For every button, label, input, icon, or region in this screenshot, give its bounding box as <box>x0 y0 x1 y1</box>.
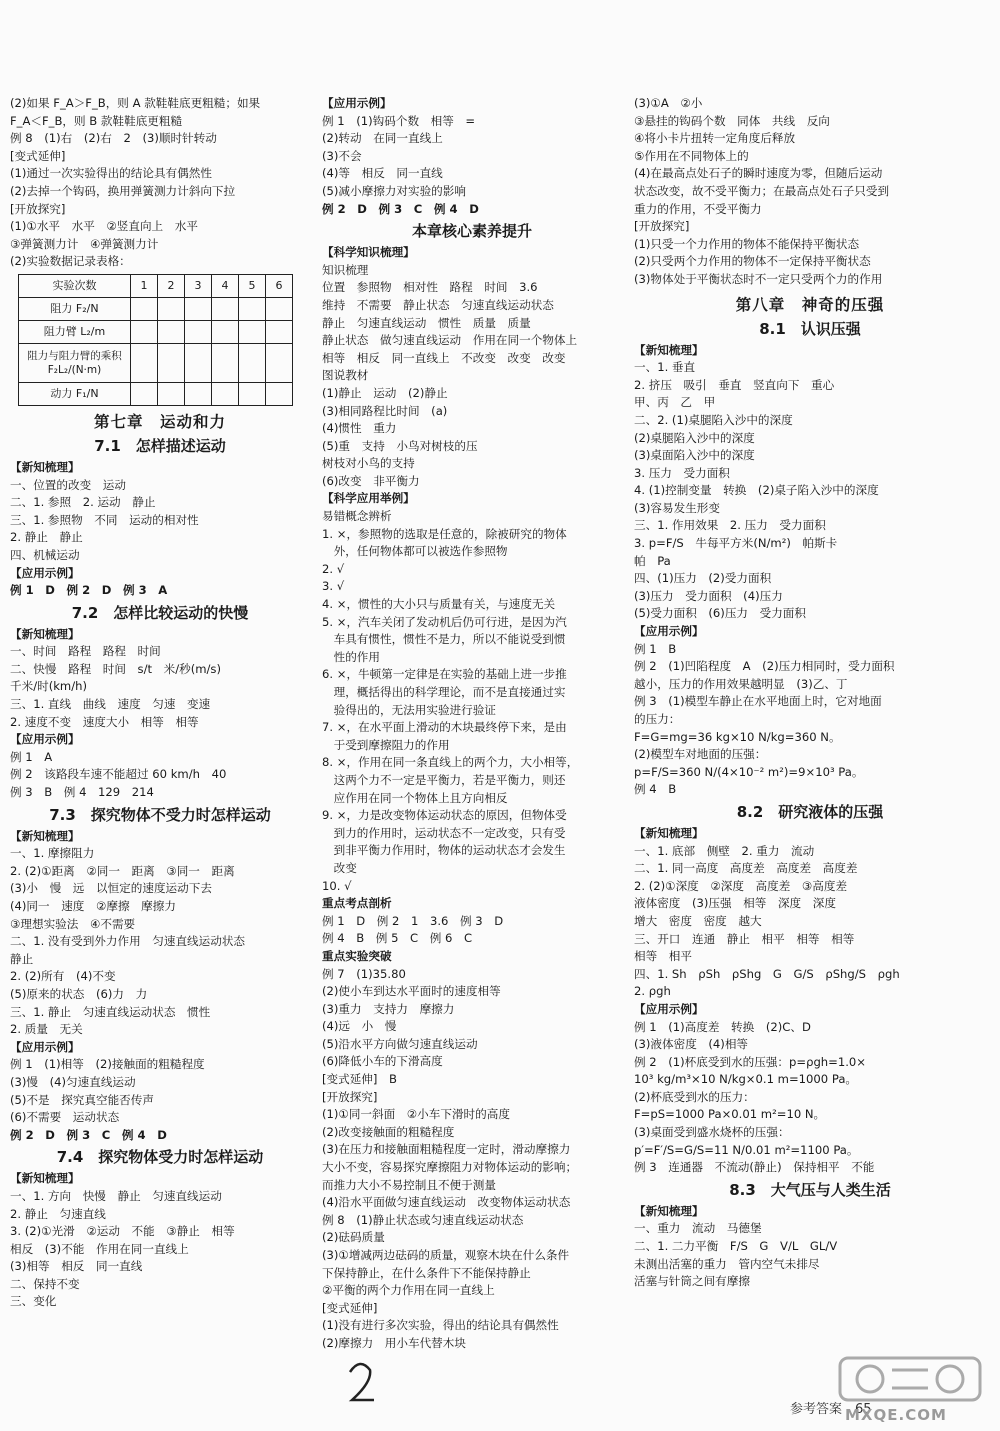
text-line: (2)实验数据记录表格： <box>10 254 131 269</box>
text-line: 例 2 (1)杯底受到水的压强：p=ρgh=1.0× <box>634 1054 867 1069</box>
text-line: (5)受力面积 (6)压力 受力面积 <box>634 606 806 621</box>
section-title: 本章核心素养提升 <box>411 222 532 241</box>
col1-bottom-block <box>10 411 310 1311</box>
text-line: (1)①水平 水平 ②竖直向上 水平 <box>10 219 198 234</box>
text-line: 于受到摩擦阻力的作用 <box>322 737 450 752</box>
text-line: 三、1. 参照物 不同 运动的相对性 <box>10 512 199 527</box>
text-line: (3)相等 相反 同一直线 <box>10 1259 143 1274</box>
subheading: 【新知梳理】 <box>10 828 80 843</box>
section-title: 8.2 研究液体的压强 <box>736 802 884 821</box>
text-line: 例 1 (1)钩码个数 相等 = <box>322 113 476 128</box>
subheading: 【新知梳理】 <box>634 1203 704 1218</box>
text-line: (4)等 相反 同一直线 <box>322 166 443 181</box>
text-line: 10³ kg/m³×10 N/kg×0.1 m=1000 Pa。 <box>634 1072 858 1087</box>
text-line: 位置 参照物 相对性 路程 时间 3.6 <box>322 280 538 295</box>
text-line: 三、1. 作用效果 2. 压力 受力面积 <box>634 518 826 533</box>
text-line: 树枝对小鸟的支持 <box>322 456 415 471</box>
text-line: (2)去掉一个钩码，换用弹簧测力计斜向下拉 <box>10 183 236 198</box>
text-line: 到非平衡力作用时，物体的运动状态才会发生 <box>322 843 566 858</box>
text-line: 2. 静止 匀速直线 <box>10 1206 106 1221</box>
text-line: 增大 密度 密度 越大 <box>634 913 762 928</box>
text-line: 2. (2)所有 (4)不变 <box>10 969 116 984</box>
section-title: 7.3 探究物体不受力时怎样运动 <box>49 805 271 824</box>
text-line: 2. 质量 无关 <box>10 1022 83 1037</box>
text-line: 9. ×，力是改变物体运动状态的原因，但物体受 <box>322 808 567 823</box>
text-line: 3. 压力 受力面积 <box>634 465 730 480</box>
text-line: 理，概括得出的科学理论，而不是直接通过实 <box>322 685 566 699</box>
text-line: 一、1. 垂直 <box>634 360 696 375</box>
text-line: 一、1. 方向 快慢 静止 匀速直线运动 <box>10 1188 222 1203</box>
text-line: (2)只受两个力作用的物体不一定保持平衡状态 <box>634 254 871 269</box>
table-header-cell: 4 <box>212 274 239 297</box>
text-line: (2)模型车对地面的压强： <box>634 747 767 762</box>
subheading: 【应用示例】 <box>322 96 392 110</box>
text-line: (5)减小摩擦力对实验的影响 <box>322 183 466 198</box>
text-line: (4)在最高点处石子的瞬时速度为零，但随后运动 <box>634 166 883 181</box>
text-line: (3)相同路程比时间 (a) <box>322 403 448 418</box>
table-row-label: 阻力臂 L₂/m <box>19 320 131 343</box>
text-line: 外，任何物体都可以被选作参照物 <box>322 544 508 559</box>
text-line: F=G=mg=36 kg×10 N/kg=360 N。 <box>634 729 841 744</box>
text-line: 三、1. 静止 匀速直线运动状态 惯性 <box>10 1004 211 1019</box>
text-line: 验得出的，无法用实验进行验证 <box>322 702 496 717</box>
text-line: 一、位置的改变 运动 <box>10 477 126 492</box>
text-line: 相反 (3)不能 作用在同一直线上 <box>10 1241 189 1256</box>
text-line: (2)砝码质量 <box>322 1230 385 1245</box>
chapter-title: 第七章 运动和力 <box>93 412 226 431</box>
text-line: (1)没有进行多次实验，得出的结论具有偶然性 <box>322 1318 559 1333</box>
column-middle <box>322 95 622 1353</box>
text-line: 二、1. 二力平衡 F/S G V/L GL/V <box>634 1239 838 1254</box>
text-line: 8. ×，作用在同一条直线上的两个力，大小相等， <box>322 755 579 770</box>
text-line: (3)①增减两边砝码的质量，观察木块在什么条件 <box>322 1248 570 1262</box>
text-line: 例 3 B 例 4 129 214 <box>10 785 154 800</box>
text-line: (4)远 小 慢 <box>322 1019 397 1034</box>
text-line: F_A＜F_B，则 B 款鞋鞋底更粗糙 <box>10 113 183 128</box>
subheading: 【新知梳理】 <box>634 825 704 840</box>
table-header-cell: 3 <box>185 274 212 297</box>
text-line: (4)同一 速度 ②摩擦 摩擦力 <box>10 899 176 913</box>
text-line: (2)摩擦力 用小车代替木块 <box>322 1335 466 1350</box>
text-line: 例 2 (1)凹陷程度 A (2)压力相同时，受力面积 <box>634 659 895 674</box>
text-line: 相等 相反 同一直线上 不改变 改变 改变 <box>322 350 566 365</box>
text-line: 2. 静止 静止 <box>10 530 83 545</box>
subheading: 【新知梳理】 <box>634 342 704 357</box>
watermark-text: MXQE.COM <box>845 1406 947 1424</box>
text-line: 7. ×，在水平面上滑动的木块最终停下来，是由 <box>322 720 567 735</box>
table-header-cell: 实验次数 <box>19 274 131 297</box>
text-line: (3)①A ②小 <box>634 96 703 110</box>
text-line: 3. √ <box>322 579 345 594</box>
table-header-cell: 2 <box>158 274 185 297</box>
text-line: 改变 <box>322 860 357 875</box>
text-line: 应作用在同一个物体上且方向相反 <box>322 790 508 805</box>
text-line: 知识梳理 <box>322 262 369 277</box>
text-line: 例 1 D 例 2 1 3.6 例 3 D <box>322 913 504 928</box>
text-line: 例 7 (1)35.80 <box>322 966 406 981</box>
handwritten-mark <box>330 1352 390 1412</box>
text-line: 下保持静止，在什么条件下不能保持静止 <box>322 1265 531 1280</box>
text-line: 这两个力不一定是平衡力，若是平衡力，则还 <box>322 772 566 787</box>
text-line: 三、开口 连通 静止 相平 相等 相等 <box>634 931 855 946</box>
text-line: 例 8 (1)静止状态或匀速直线运动状态 <box>322 1212 524 1227</box>
text-line: 2. (2)①深度 ②深度 高度差 ③高度差 <box>634 878 848 893</box>
subheading: 例 1 D 例 2 D 例 3 A <box>10 583 168 598</box>
text-line: (3)在压力和接触面粗糙程度一定时，滑动摩擦力 <box>322 1142 571 1157</box>
text-line: 相等 相平 <box>634 949 692 964</box>
text-line: 的压力： <box>634 712 681 726</box>
text-line: [变式延伸] <box>322 1300 378 1315</box>
text-line: (1)通过一次实验得出的结论具有偶然性 <box>10 166 212 181</box>
text-line: 性的作用 <box>322 649 380 664</box>
text-line: (3)液体密度 (4)相等 <box>634 1037 749 1052</box>
section-title: 8.1 认识压强 <box>759 319 861 338</box>
column-right <box>634 95 986 1291</box>
text-line: 3. (2)①光滑 ②运动 不能 ③静止 相等 <box>10 1224 235 1239</box>
text-line: (4)沿水平面做匀速直线运动 改变物体运动状态 <box>322 1195 571 1210</box>
text-line: 2. √ <box>322 561 345 576</box>
text-line: 活塞与针筒之间有摩擦 <box>634 1274 750 1289</box>
text-line: [变式延伸] <box>10 148 66 163</box>
text-line: 状态改变，故不受平衡力；在最高点处石子只受到 <box>634 183 890 198</box>
text-line: 未测出活塞的重力 管内空气未排尽 <box>634 1256 820 1271</box>
text-line: (2)如果 F_A＞F_B，则 A 款鞋鞋底更粗糙；如果 <box>10 96 261 110</box>
text-line: 6. ×，牛顿第一定律是在实验的基础上进一步推 <box>322 667 567 682</box>
text-line: 一、1. 底部 侧壁 2. 重力 流动 <box>634 843 815 858</box>
text-line: p′=F′/S=G/S=11 N/0.01 m²=1100 Pa。 <box>634 1142 859 1157</box>
text-line: [开放探究] <box>634 219 690 234</box>
text-line: 二、1. 同一高度 高度差 高度差 高度差 <box>634 861 858 876</box>
table-header-row <box>19 274 293 297</box>
col1-top-block <box>10 95 310 271</box>
text-line: 图说教材 <box>322 368 369 383</box>
text-line: (6)降低小车的下滑高度 <box>322 1054 443 1069</box>
table-header-cell: 5 <box>239 274 266 297</box>
subheading: 例 2 D 例 3 C 例 4 D <box>322 201 479 216</box>
text-line: (3)重力 支持力 摩擦力 <box>322 1001 455 1016</box>
text-line: 2. 挤压 吸引 垂直 竖直向下 重心 <box>634 377 835 392</box>
text-line: 静止 <box>10 951 34 966</box>
text-line: 4. (1)控制变量 转换 (2)桌子陷入沙中的深度 <box>634 483 879 498</box>
text-line: (1)①同一斜面 ②小车下滑时的高度 <box>322 1107 510 1122</box>
text-line: 二、快慢 路程 时间 s/t 米/秒(m/s) <box>10 661 221 676</box>
chapter-title: 第八章 神奇的压强 <box>735 295 885 314</box>
text-line: 四、(1)压力 (2)受力面积 <box>634 571 772 586</box>
text-line: 静止 匀速直线运动 惯性 质量 质量 <box>322 315 531 330</box>
subheading: 【应用示例】 <box>634 1001 704 1016</box>
text-line: 四、机械运动 <box>10 547 80 562</box>
subheading: 【科学知识梳理】 <box>322 245 415 260</box>
subheading: 【新知梳理】 <box>10 626 80 641</box>
text-line: 易错概念辨析 <box>322 509 392 524</box>
text-line: 千米/时(km/h) <box>10 679 87 694</box>
text-line: (2)桌腿陷入沙中的深度 <box>634 430 755 445</box>
text-line: 一、时间 路程 路程 时间 <box>10 644 161 659</box>
text-line: 二、1. 没有受到外力作用 匀速直线运动状态 <box>10 934 246 949</box>
table-row <box>19 320 293 343</box>
text-line: 例 8 (1)右 (2)右 2 (3)顺时针转动 <box>10 131 217 146</box>
table-row <box>19 343 293 382</box>
table-row <box>19 382 293 405</box>
text-line: 帕 Pa <box>634 553 671 568</box>
text-line: 3. p=F/S 牛每平方米(N/m²) 帕斯卡 <box>634 536 838 551</box>
text-line: 而推力大小不易控制且不便于测量 <box>322 1177 496 1192</box>
text-line: (3)压力 受力面积 (4)压力 <box>634 588 783 603</box>
text-line: 一、重力 流动 马德堡 <box>634 1221 762 1236</box>
text-line: (3)桌面受到盛水烧杯的压强： <box>634 1125 790 1140</box>
subheading: 【新知梳理】 <box>10 1171 80 1186</box>
text-line: (1)只受一个力作用的物体不能保持平衡状态 <box>634 236 860 251</box>
text-line: (3)桌面陷入沙中的深度 <box>634 448 755 463</box>
text-line: (2)转动 在同一直线上 <box>322 131 443 146</box>
text-line: 例 1 (1)高度差 转换 (2)C、D <box>634 1019 811 1034</box>
subheading: 【应用示例】 <box>10 565 80 580</box>
text-line: 一、1. 摩擦阻力 <box>10 846 95 861</box>
text-line: 维持 不需要 静止状态 匀速直线运动状态 <box>322 297 554 312</box>
text-line: 二、保持不变 <box>10 1276 80 1291</box>
text-line: 2. 速度不变 速度大小 相等 相等 <box>10 714 199 729</box>
text-line: (2)改变接触面的粗糙程度 <box>322 1124 455 1139</box>
text-line: (3)物体处于平衡状态时不一定只受两个力的作用 <box>634 271 883 286</box>
section-title: 7.2 怎样比较运动的快慢 <box>71 603 249 622</box>
text-line: 三、变化 <box>10 1294 57 1309</box>
section-title: 8.3 大气压与人类生活 <box>729 1180 891 1199</box>
text-line: (3)慢 (4)匀速直线运动 <box>10 1074 136 1089</box>
text-line: 2. (2)①距离 ②同一 距离 ③同一 距离 <box>10 863 235 878</box>
text-line: 甲、丙 乙 甲 <box>634 395 716 410</box>
text-line: 4. ×，惯性的大小只与质量有关，与速度无关 <box>322 597 556 612</box>
text-line: 1. ×，参照物的选取是任意的，除被研究的物体 <box>322 526 567 541</box>
page-footer: 参考答案 65 <box>790 1402 872 1417</box>
section-title: 7.4 探究物体受力时怎样运动 <box>56 1148 264 1167</box>
section-title: 7.1 怎样描述运动 <box>94 436 226 455</box>
subheading: 【应用示例】 <box>10 732 80 747</box>
text-line: (6)不需要 运动状态 <box>10 1110 120 1125</box>
text-line: 例 1 A <box>10 749 53 764</box>
text-line: 大小不变，容易探究摩擦阻力对物体运动的影响； <box>322 1160 578 1175</box>
text-line: (1)静止 运动 (2)静止 <box>322 385 448 400</box>
text-line: (5)原来的状态 (6)力 力 <box>10 986 148 1001</box>
text-line: 例 3 连通器 不流动(静止) 保持相平 不能 <box>634 1160 875 1175</box>
text-line: p=F/S=360 N/(4×10⁻² m²)=9×10³ Pa。 <box>634 764 864 779</box>
subheading: 例 2 D 例 3 C 例 4 D <box>10 1127 167 1142</box>
text-line: 例 1 B <box>634 641 677 656</box>
text-line: 例 3 (1)模型车静止在水平地面上时，它对地面 <box>634 694 882 709</box>
text-line: 重力的作用，不受平衡力 <box>634 201 762 216</box>
table-row <box>19 297 293 320</box>
table-header-cell: 6 <box>266 274 293 297</box>
text-line: 四、1. Sh ρSh ρShg G G/S ρShg/S ρgh <box>634 966 900 981</box>
text-line: 二、2. (1)桌腿陷入沙中的深度 <box>634 412 793 427</box>
text-line: 10. √ <box>322 878 352 893</box>
text-line: (3)不会 <box>322 148 362 163</box>
text-line: [开放探究] <box>10 201 66 216</box>
text-line: [变式延伸] B <box>322 1072 397 1087</box>
text-line: 5. ×，汽车关闭了发动机后仍可行进，是因为汽 <box>322 614 567 629</box>
text-line: ③弹簧测力计 ④弹簧测力计 <box>10 236 159 251</box>
subheading: 【新知梳理】 <box>10 459 80 474</box>
text-line: (3)小 慢 远 以恒定的速度运动下去 <box>10 881 212 896</box>
subheading: 【科学应用举例】 <box>322 491 415 506</box>
text-line: ④将小卡片扭转一定角度后释放 <box>634 131 796 146</box>
text-line: 二、1. 参照 2. 运动 静止 <box>10 495 156 510</box>
text-line: 静止状态 做匀速直线运动 作用在同一个物体上 <box>322 333 578 348</box>
text-line: (3)容易发生形变 <box>634 500 720 515</box>
subheading: 重点考点剖析 <box>322 896 392 911</box>
text-line: 例 4 B <box>634 782 677 797</box>
column-left <box>10 95 310 1311</box>
table-row-label: 阻力与阻力臂的乘积 F₂L₂/(N·m) <box>19 343 131 382</box>
text-line: (4)惯性 重力 <box>322 421 397 436</box>
subheading: 重点实验突破 <box>322 948 392 963</box>
text-line: 例 1 (1)相等 (2)接触面的粗糙程度 <box>10 1057 205 1072</box>
text-line: (2)使小车到达水平面时的速度相等 <box>322 984 501 999</box>
table-row-label: 阻力 F₂/N <box>19 297 131 320</box>
text-line: (5)重 支持 小鸟对树枝的压 <box>322 438 478 453</box>
text-line: (6)改变 非平衡力 <box>322 473 420 488</box>
text-line: ③悬挂的钩码个数 同体 共线 反向 <box>634 113 830 128</box>
text-line: [开放探究] <box>322 1089 378 1104</box>
text-line: ③理想实验法 ④不需要 <box>10 916 136 931</box>
text-line: 三、1. 直线 曲线 速度 匀速 变速 <box>10 697 211 712</box>
text-line: ②平衡的两个力作用在同一直线上 <box>322 1283 495 1298</box>
text-line: 越小，压力的作用效果越明显 (3)乙、丁 <box>634 676 848 691</box>
text-line: 到力的作用时，运动状态不一定改变，只有受 <box>322 825 566 840</box>
text-line: F=pS=1000 Pa×0.01 m²=10 N。 <box>634 1107 826 1122</box>
text-line: 液体密度 (3)压强 相等 深度 深度 <box>634 896 836 911</box>
text-line: 例 2 该路段车速不能超过 60 km/h 40 <box>10 767 227 782</box>
data-record-table <box>18 274 293 406</box>
text-line: (5)沿水平方向做匀速直线运动 <box>322 1036 478 1051</box>
table-header-cell: 1 <box>131 274 158 297</box>
text-line: (2)杯底受到水的压力： <box>634 1089 755 1104</box>
subheading: 【应用示例】 <box>10 1039 80 1054</box>
text-line: 2. ρgh <box>634 984 671 999</box>
text-line: 例 4 B 例 5 C 例 6 C <box>322 931 473 946</box>
text-line: 车具有惯性，惯性不是力，所以不能说受到惯 <box>322 632 566 647</box>
text-line: (5)不是 探究真空能否传声 <box>10 1092 154 1107</box>
table-row-label: 动力 F₁/N <box>19 382 131 405</box>
subheading: 【应用示例】 <box>634 624 704 639</box>
text-line: ⑤作用在不同物体上的 <box>634 148 749 163</box>
